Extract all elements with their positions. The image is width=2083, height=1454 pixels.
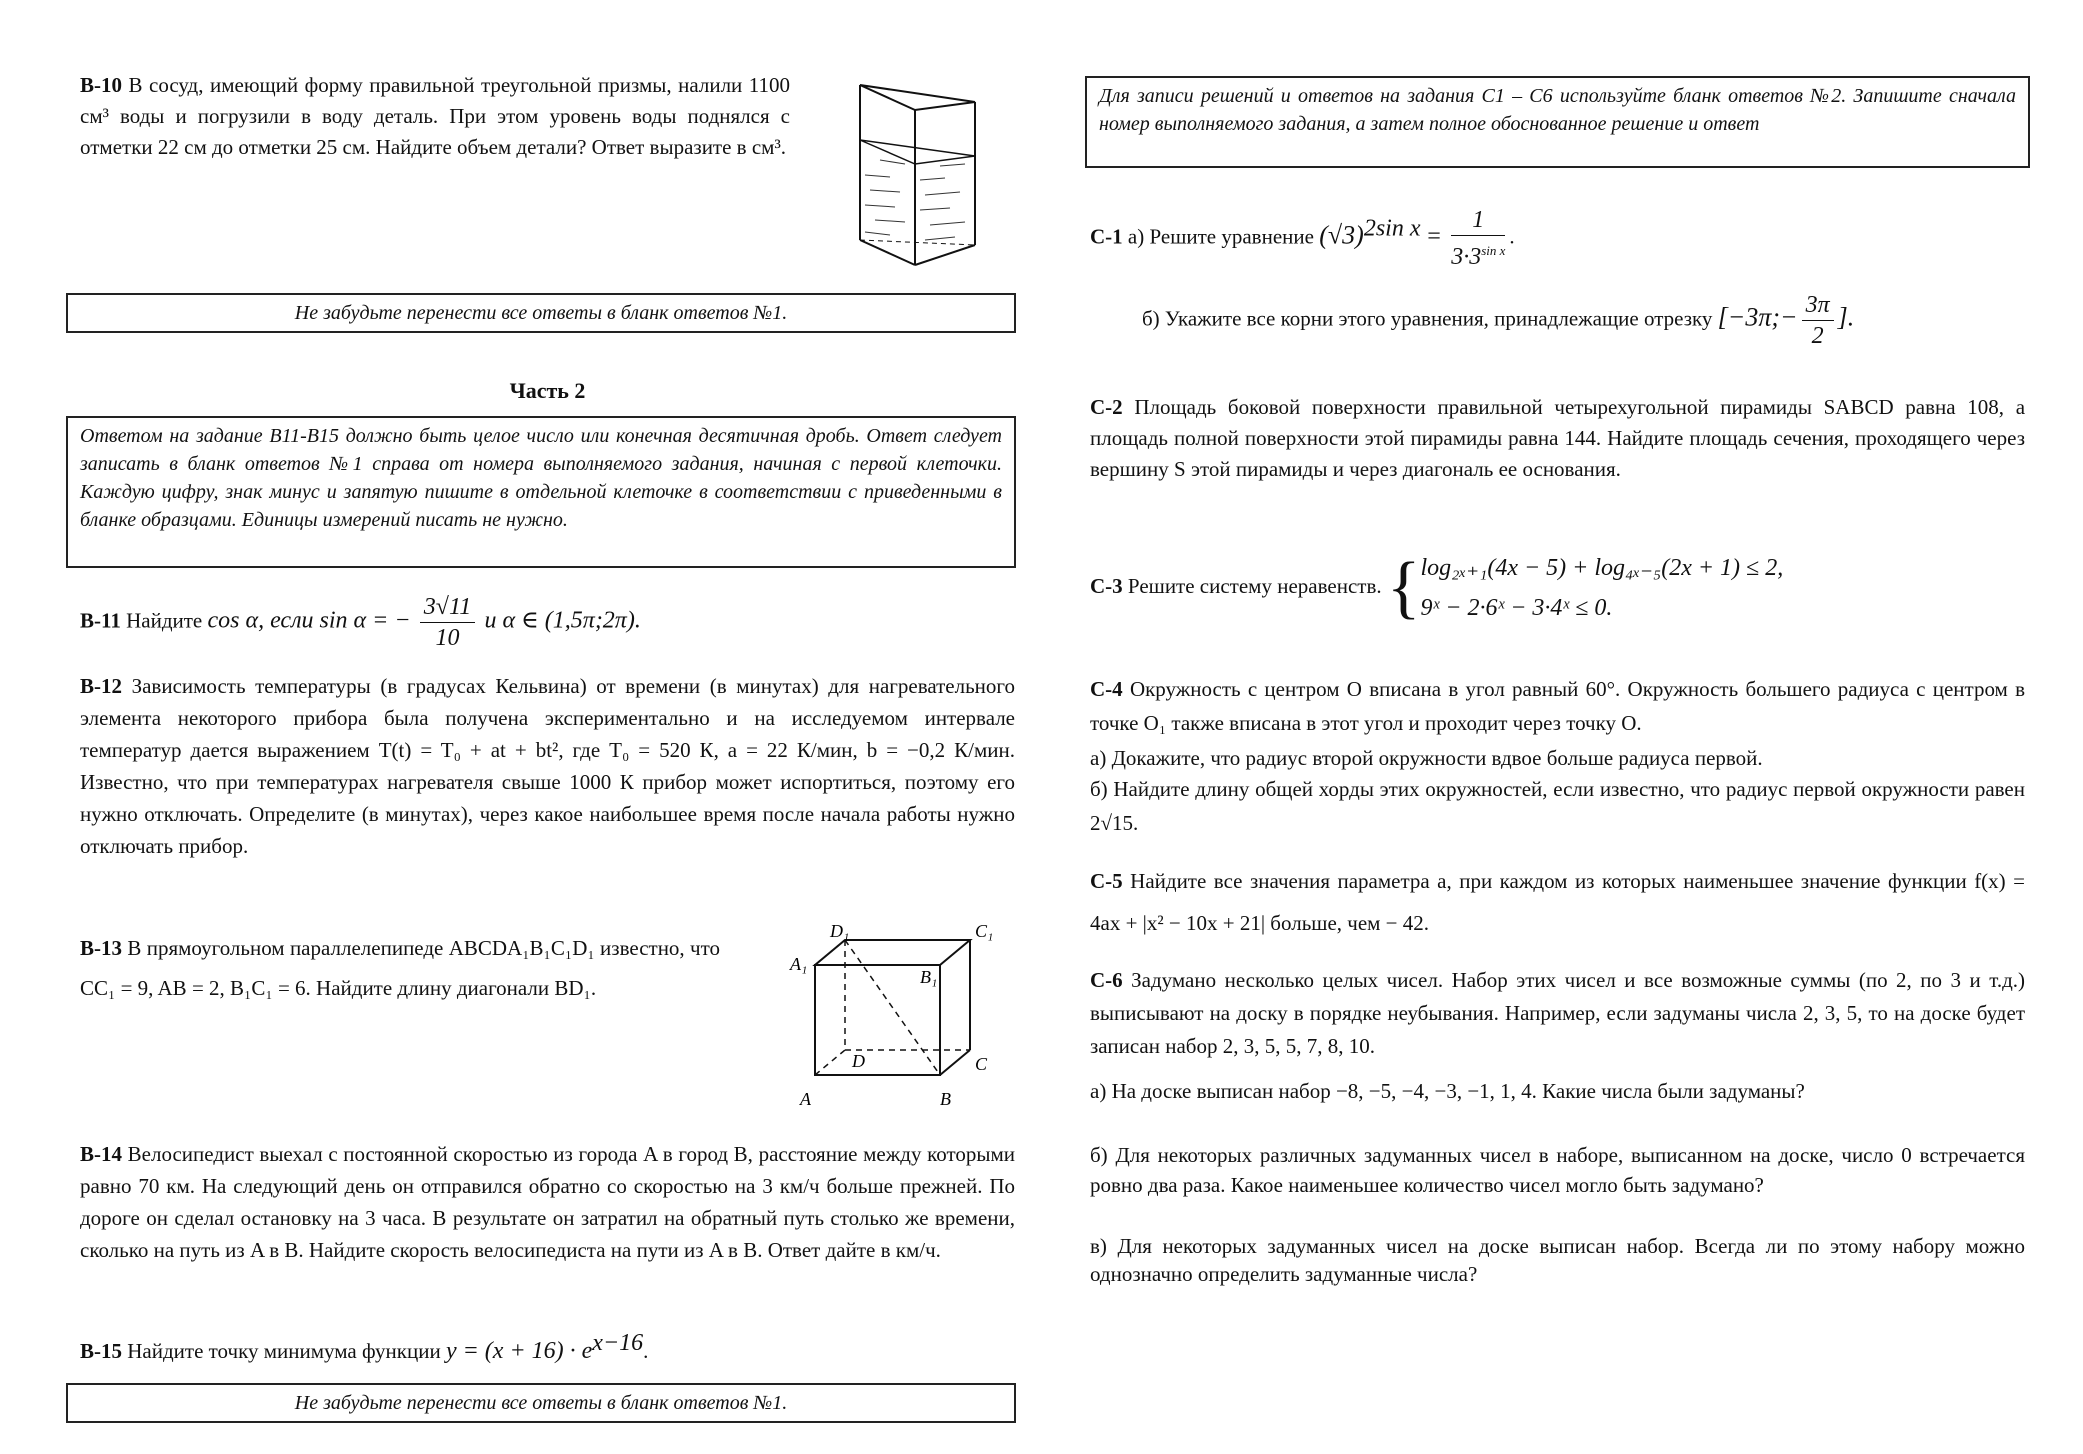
system-brace: { bbox=[1386, 549, 1421, 626]
problem-c4 bbox=[1090, 672, 2025, 740]
problem-text: а) Решите уравнение bbox=[1127, 224, 1314, 249]
interval-condition: и α ∈ (1,5π;2π). bbox=[484, 607, 641, 634]
problem-text: Задумано несколько целых чисел. Набор этих чисел и все возможные суммы (по 2, по 3 и т.д.) выписывают на доску в порядке неубывания. Например, если задуманы числа 2, 3, 5, то на доске будет записан набор 2, 3, 5, 5, 7, 8, 10. bbox=[1090, 968, 2025, 1058]
problem-text: Найдите bbox=[126, 608, 203, 633]
segment-left: [−3π;− bbox=[1717, 302, 1798, 332]
problem-label: С-2 bbox=[1090, 395, 1123, 419]
problem-c6-c: в) Для некоторых задуманных чисел на доске выписан набор. Всегда ли по этому набору можно однозначно определить задуманные числа? bbox=[1090, 1234, 2025, 1286]
equals-sign: = bbox=[1425, 223, 1442, 250]
vertex-label: B bbox=[940, 1089, 951, 1109]
part2-title: Часть 2 bbox=[509, 378, 586, 403]
problem-label: С-4 bbox=[1090, 677, 1123, 701]
problem-label: С-1 bbox=[1090, 224, 1123, 249]
vertex-label: C bbox=[975, 1054, 988, 1074]
condition-formula: cos α, если sin α = − bbox=[207, 607, 411, 634]
problem-b12 bbox=[80, 670, 1015, 862]
problem-c3 bbox=[1090, 548, 2025, 628]
problem-label: B-14 bbox=[80, 1142, 122, 1166]
problem-text: В сосуд, имеющий форму правильной треугольной призмы, налили 1100 см³ воды и погрузили в воду деталь. При этом уровень воды поднялся с отметки 22 см до отметки 25 см. Найдите объем детали? Ответ выразите в см³. bbox=[80, 73, 791, 159]
formula-end: . bbox=[643, 1339, 649, 1363]
problem-c2 bbox=[1090, 392, 2025, 485]
problem-c4-b: б) Найдите длину общей хорды этих окружностей, если известно, что радиус первой окружности равен 2√15. bbox=[1090, 777, 2025, 835]
prism-figure bbox=[850, 80, 990, 270]
vertex-label: C₁ bbox=[975, 925, 994, 941]
function-formula: y = (x + 16) · e bbox=[445, 1338, 593, 1364]
problem-text: Найдите все значения параметра a, при каждом из которых наименьшее значение функции f(x) = 4ax + |x² − 10x + 21| больше, чем − 42. bbox=[1090, 869, 2025, 935]
problem-label: С-6 bbox=[1090, 968, 1123, 992]
fraction bbox=[420, 592, 475, 653]
problem-label: С-5 bbox=[1090, 869, 1123, 893]
fraction-denominator: 2 bbox=[1811, 323, 1824, 349]
vertex-label: A₁ bbox=[790, 954, 808, 974]
denominator-base: 3·3 bbox=[1451, 244, 1482, 270]
fraction-numerator: 3π bbox=[1802, 290, 1834, 321]
vertex-label: A bbox=[800, 1089, 811, 1109]
denominator-exponent: sin x bbox=[1481, 243, 1506, 258]
problem-label: B-12 bbox=[80, 674, 122, 698]
problem-c6-a: а) На доске выписан набор −8, −5, −4, −3, −1, 1, 4. Какие числа были задуманы? bbox=[1090, 1079, 1805, 1103]
problem-c4-a: а) Докажите, что радиус второй окружности вдвое больше радиуса первой. bbox=[1090, 746, 1763, 770]
problem-c1 bbox=[1090, 205, 2025, 272]
inequality-system bbox=[1420, 548, 1783, 628]
problem-text: Окружность с центром O вписана в угол равный 60°. Окружность большего радиуса с центром в точке O₁ также вписана в этот угол и проходит через точку O. bbox=[1090, 677, 2026, 735]
problem-label: B-13 bbox=[80, 936, 122, 960]
fraction-numerator: 1 bbox=[1451, 205, 1505, 236]
vertex-label: D bbox=[852, 1051, 865, 1071]
problem-c6 bbox=[1090, 964, 2025, 1063]
problem-text: Зависимость температуры (в градусах Кельвина) от времени (в минутах) для нагревательного элемента некоторого прибора была получена экспериментально и на исследуемом интервале температур дается выражением T(t) = T₀ + at + bt², где T₀ = 520 К, a = 22 К/мин, b = −0,2 К/мин. Известно, что при температурах нагревателя свыше 1000 К прибор может испортиться, поэтому его нужно отключать. Определите (в минутах), через какое наибольшее время после начала работы нужно отключать прибор. bbox=[80, 674, 1015, 858]
fraction-denominator: 10 bbox=[435, 625, 460, 651]
problem-label: B-10 bbox=[80, 73, 122, 97]
formula-exponent: x−16 bbox=[592, 1330, 644, 1356]
fraction-numerator: 3√11 bbox=[420, 592, 475, 623]
problem-label: С-3 bbox=[1090, 573, 1123, 598]
lhs-exponent: 2sin x bbox=[1363, 215, 1421, 242]
problem-b14 bbox=[80, 1138, 1015, 1266]
problem-text: В прямоугольном параллелепипеде ABCDA₁B₁C₁D₁ известно, что CC₁ = 9, AB = 2, B₁C₁ = 6. Найдите длину диагонали BD₁. bbox=[80, 936, 720, 1000]
problem-text: Решите систему неравенств. bbox=[1127, 573, 1382, 598]
vertex-label: B₁ bbox=[920, 967, 938, 987]
c-instructions: Для записи решений и ответов на задания С1 – С6 используйте бланк ответов №2. Запишите сначала номер выполняемого задания, а затем полное обоснованное решение и ответ bbox=[1085, 76, 2030, 168]
vertex-label: D₁ bbox=[830, 925, 850, 941]
problem-b10 bbox=[80, 70, 790, 163]
problem-c5 bbox=[1090, 860, 2025, 944]
problem-text: Велосипедист выехал с постоянной скоростью из города A в город B, расстояние между которыми равно 70 км. На следующий день он отправился обратно со скоростью на 3 км/ч больше прежней. По дороге он сделал остановку на 3 часа. В результате он затратил на обратный путь столько же времени, сколько на путь из A в B. Найдите скорость велосипедиста на пути из A в B. Ответ дайте в км/ч. bbox=[80, 1142, 1015, 1262]
problem-label: B-11 bbox=[80, 608, 121, 633]
problem-label: B-15 bbox=[80, 1339, 122, 1363]
equation-end: . bbox=[1509, 224, 1515, 249]
problem-c1-b bbox=[1142, 290, 2042, 351]
problem-c6-b: б) Для некоторых различных задуманных чисел в наборе, выписанном на доске, число 0 встречается ровно два раза. Какое наименьшее количество чисел могло быть задумано? bbox=[1090, 1143, 2025, 1197]
problem-text: б) Укажите все корни этого уравнения, принадлежащие отрезку bbox=[1142, 306, 1713, 331]
fraction bbox=[1802, 290, 1834, 351]
equation-lhs: (√3) bbox=[1319, 220, 1364, 250]
fraction bbox=[1451, 205, 1505, 272]
inequality-1: log₂ₓ₊₁(4x − 5) + log₄ₓ₋₅(2x + 1) ≤ 2, bbox=[1420, 555, 1784, 581]
problem-b13 bbox=[80, 928, 720, 1008]
fraction-denominator bbox=[1451, 236, 1505, 272]
parallelepiped-figure bbox=[760, 925, 1020, 1115]
problem-b15 bbox=[80, 1328, 1015, 1367]
problem-text: Найдите точку минимума функции bbox=[127, 1339, 441, 1363]
segment-right: ]. bbox=[1837, 302, 1855, 332]
problem-b11 bbox=[80, 592, 1015, 653]
problem-text: Площадь боковой поверхности правильной четырехугольной пирамиды SABCD равна 108, а площадь полной поверхности этой пирамиды равна 144. Найдите площадь сечения, проходящего через вершину S этой пирамиды и через диагональ ее основания. bbox=[1090, 395, 2026, 481]
inequality-2: 9ˣ − 2·6ˣ − 3·4ˣ ≤ 0. bbox=[1420, 595, 1613, 621]
reminder-box-1: Не забудьте перенести все ответы в бланк ответов №1. bbox=[66, 293, 1016, 333]
part2-instructions: Ответом на задание B11-B15 должно быть целое число или конечная десятичная дробь. Ответ следует записать в бланк ответов №1 справа от номера выполняемого задания, начиная с первой клеточки. Каждую цифру, знак минус и запятую пишите в отдельной клеточке в соответствии с приведенными в бланке образцами. Единицы измерений писать не нужно. bbox=[66, 416, 1016, 568]
reminder-box-2: Не забудьте перенести все ответы в бланк ответов №1. bbox=[66, 1383, 1016, 1423]
